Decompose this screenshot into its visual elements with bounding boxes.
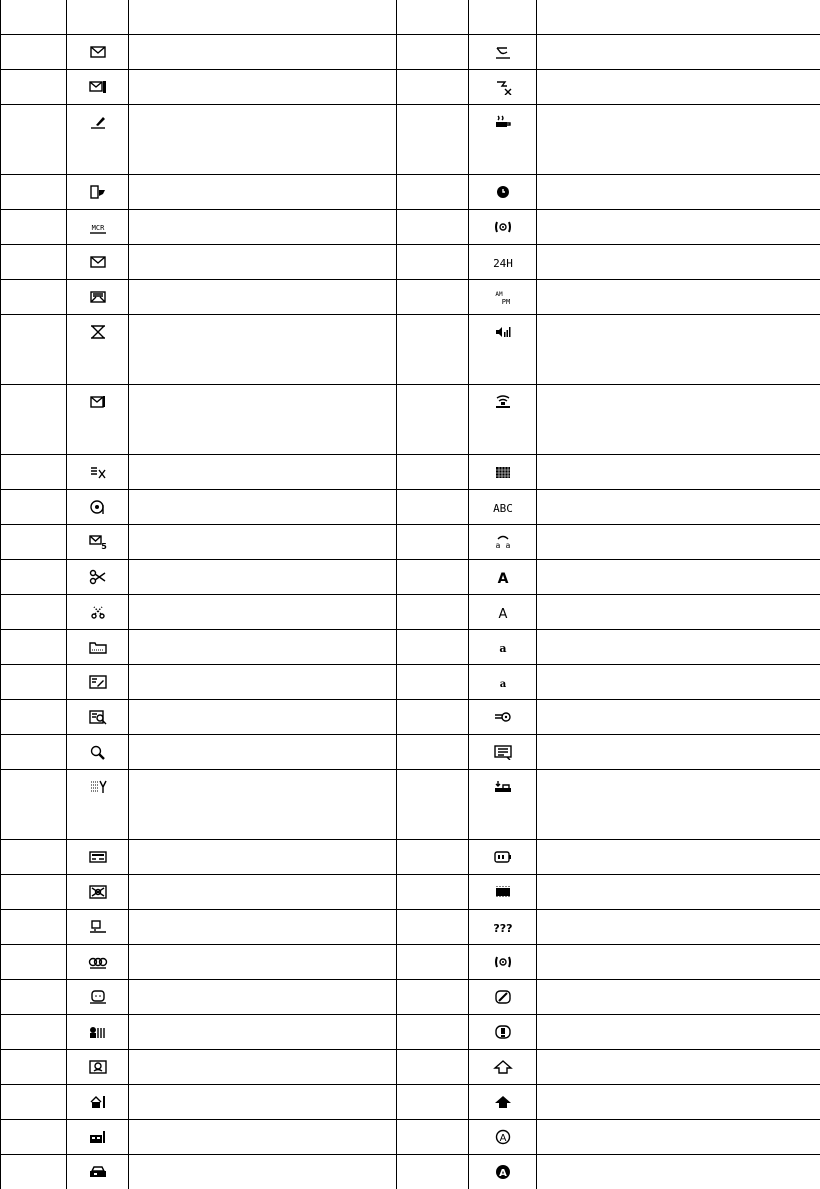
info-icon — [493, 1024, 513, 1040]
description-cell — [129, 34, 397, 69]
grid-icon — [493, 464, 513, 480]
right-icon-cell — [469, 244, 537, 279]
icon-table-body — [1, 0, 820, 1189]
table-row — [1, 629, 820, 664]
description-cell — [537, 594, 820, 629]
antenna-icon — [493, 394, 513, 410]
table-row — [1, 874, 820, 909]
svg-text:a: a — [499, 642, 506, 655]
envelope-x-icon — [88, 884, 108, 900]
right-icon-cell — [469, 559, 537, 594]
table-row — [1, 69, 820, 104]
alarm-icon — [493, 219, 513, 235]
circled-a-filled-icon — [493, 1164, 513, 1180]
index-cell — [1, 314, 67, 384]
right-icon-cell — [469, 1014, 537, 1049]
index-cell — [397, 839, 469, 874]
table-row — [1, 279, 820, 314]
letter-a-lower-bold-icon — [493, 639, 513, 655]
fax-machine-icon — [88, 1129, 108, 1145]
index-cell — [1, 734, 67, 769]
description-cell — [129, 104, 397, 174]
right-icon-cell — [469, 314, 537, 384]
envelope-icon — [88, 44, 108, 60]
index-cell — [397, 279, 469, 314]
description-cell — [537, 454, 820, 489]
index-cell — [1, 279, 67, 314]
description-cell — [537, 1154, 820, 1189]
description-cell — [537, 1014, 820, 1049]
left-icon-cell — [67, 699, 129, 734]
index-cell — [397, 524, 469, 559]
index-cell — [1, 699, 67, 734]
car-icon — [88, 1164, 108, 1180]
right-icon-cell — [469, 944, 537, 979]
unknown-icon — [493, 919, 513, 935]
description-cell — [129, 209, 397, 244]
description-cell — [537, 34, 820, 69]
disc-icon — [88, 499, 108, 515]
index-cell — [1, 594, 67, 629]
description-cell — [537, 69, 820, 104]
description-cell — [129, 314, 397, 384]
search-icon — [88, 744, 108, 760]
document-search-icon — [88, 709, 108, 725]
right-icon-cell — [469, 594, 537, 629]
index-cell — [1, 944, 67, 979]
description-cell — [129, 979, 397, 1014]
table-row — [1, 1119, 820, 1154]
index-cell — [397, 734, 469, 769]
description-cell — [537, 244, 820, 279]
mcr-icon — [88, 219, 108, 235]
person-icon — [88, 989, 108, 1005]
coffee-icon — [493, 114, 513, 130]
right-icon-cell — [469, 664, 537, 699]
portrait-icon — [88, 1059, 108, 1075]
table-row — [1, 314, 820, 384]
description-cell — [129, 664, 397, 699]
right-icon-cell — [469, 489, 537, 524]
description-cell — [129, 909, 397, 944]
no-signal-icon — [493, 79, 513, 95]
list-y-icon — [88, 779, 108, 795]
table-row — [1, 1049, 820, 1084]
right-icon-cell — [469, 279, 537, 314]
left-icon-cell — [67, 734, 129, 769]
index-cell — [397, 559, 469, 594]
line-delete-icon — [88, 464, 108, 480]
description-cell — [537, 944, 820, 979]
envelope-open-icon — [88, 289, 108, 305]
left-icon-cell — [67, 454, 129, 489]
right-icon-cell — [469, 769, 537, 839]
description-cell — [537, 769, 820, 839]
group-icon — [88, 954, 108, 970]
index-cell — [397, 979, 469, 1014]
left-icon-cell — [67, 909, 129, 944]
svg-text:MCR: MCR — [91, 224, 104, 232]
header-cell — [397, 0, 469, 34]
description-cell — [537, 629, 820, 664]
description-cell — [537, 314, 820, 384]
right-icon-cell — [469, 69, 537, 104]
right-icon-cell — [469, 874, 537, 909]
description-cell — [537, 1119, 820, 1154]
left-icon-cell — [67, 559, 129, 594]
24h-icon — [493, 254, 513, 270]
table-row — [1, 734, 820, 769]
alpha-switch-icon — [493, 534, 513, 550]
index-cell — [397, 944, 469, 979]
left-icon-cell — [67, 384, 129, 454]
left-icon-cell — [67, 1084, 129, 1119]
description-cell — [129, 1014, 397, 1049]
table-row — [1, 664, 820, 699]
table-row — [1, 209, 820, 244]
header-cell — [129, 0, 397, 34]
description-cell — [129, 944, 397, 979]
left-icon-cell — [67, 34, 129, 69]
index-cell — [397, 174, 469, 209]
description-cell — [537, 174, 820, 209]
right-icon-cell — [469, 699, 537, 734]
right-icon-cell — [469, 629, 537, 664]
left-icon-cell — [67, 979, 129, 1014]
hourglass-envelope-icon — [88, 324, 108, 340]
shift-filled-icon — [493, 1094, 513, 1110]
description-cell — [129, 699, 397, 734]
index-cell — [397, 34, 469, 69]
description-cell — [129, 839, 397, 874]
letter-a-icon — [493, 604, 513, 620]
index-cell — [1, 489, 67, 524]
left-icon-cell — [67, 244, 129, 279]
index-cell — [1, 839, 67, 874]
index-cell — [397, 664, 469, 699]
envelope-5-icon — [88, 534, 108, 550]
index-cell — [397, 594, 469, 629]
right-icon-cell — [469, 909, 537, 944]
description-cell — [537, 489, 820, 524]
svg-text:a: a — [495, 541, 500, 550]
index-cell — [1, 559, 67, 594]
index-cell — [397, 489, 469, 524]
left-icon-cell — [67, 629, 129, 664]
edit-image-icon — [88, 674, 108, 690]
left-icon-cell — [67, 174, 129, 209]
svg-text:24H: 24H — [493, 257, 513, 270]
people-icon — [88, 1024, 108, 1040]
svg-text:ABC: ABC — [493, 502, 513, 515]
table-row — [1, 174, 820, 209]
table-row — [1, 699, 820, 734]
svg-text:???: ??? — [493, 922, 512, 935]
home-phone-icon — [88, 1094, 108, 1110]
table-row — [1, 559, 820, 594]
index-cell — [1, 384, 67, 454]
header-cell — [469, 0, 537, 34]
index-cell — [1, 524, 67, 559]
description-cell — [537, 384, 820, 454]
shift-outline-icon — [493, 1059, 513, 1075]
left-icon-cell — [67, 769, 129, 839]
index-cell — [397, 699, 469, 734]
battery-icon — [493, 849, 513, 865]
description-cell — [129, 244, 397, 279]
description-cell — [129, 1154, 397, 1189]
left-icon-cell — [67, 209, 129, 244]
table-row — [1, 104, 820, 174]
description-cell — [129, 594, 397, 629]
key-icon — [493, 709, 513, 725]
right-icon-cell — [469, 1119, 537, 1154]
index-cell — [397, 769, 469, 839]
description-cell — [129, 524, 397, 559]
scissors-dotted-icon — [88, 604, 108, 620]
scissors-icon — [88, 569, 108, 585]
table-row — [1, 769, 820, 839]
description-cell — [537, 909, 820, 944]
index-cell — [1, 1119, 67, 1154]
computer-icon — [88, 919, 108, 935]
left-icon-cell — [67, 839, 129, 874]
header-cell — [537, 0, 820, 34]
index-cell — [1, 69, 67, 104]
index-cell — [1, 244, 67, 279]
left-icon-cell — [67, 594, 129, 629]
index-cell — [1, 664, 67, 699]
description-cell — [129, 454, 397, 489]
left-icon-cell — [67, 1049, 129, 1084]
index-cell — [1, 1084, 67, 1119]
svg-text:AM: AM — [495, 291, 503, 298]
description-cell — [129, 1084, 397, 1119]
index-cell — [397, 874, 469, 909]
table-row — [1, 594, 820, 629]
envelope-icon — [88, 254, 108, 270]
index-cell — [397, 314, 469, 384]
index-cell — [397, 384, 469, 454]
description-cell — [537, 279, 820, 314]
left-icon-cell — [67, 944, 129, 979]
description-cell — [129, 279, 397, 314]
description-cell — [129, 1119, 397, 1154]
svg-text:A: A — [499, 1133, 506, 1144]
svg-text:a: a — [499, 679, 506, 690]
description-cell — [537, 104, 820, 174]
description-cell — [129, 69, 397, 104]
letter-a-bold-icon — [493, 569, 513, 585]
download-icon — [493, 779, 513, 795]
description-cell — [537, 1049, 820, 1084]
table-row — [1, 1014, 820, 1049]
description-cell — [129, 559, 397, 594]
folder-icon — [88, 639, 108, 655]
description-cell — [537, 524, 820, 559]
table-row — [1, 524, 820, 559]
left-icon-cell — [67, 524, 129, 559]
index-cell — [1, 1014, 67, 1049]
right-icon-cell — [469, 384, 537, 454]
header-cell — [67, 0, 129, 34]
svg-text:5: 5 — [101, 542, 107, 550]
table-row — [1, 839, 820, 874]
table-row — [1, 489, 820, 524]
table-row — [1, 1154, 820, 1189]
right-icon-cell — [469, 209, 537, 244]
svg-text:A: A — [499, 1168, 507, 1179]
description-cell — [129, 629, 397, 664]
letter-a-lower-icon — [493, 674, 513, 690]
clock-icon — [493, 184, 513, 200]
description-cell — [129, 769, 397, 839]
header-row — [1, 0, 820, 34]
right-icon-cell — [469, 734, 537, 769]
index-cell — [397, 1119, 469, 1154]
description-cell — [537, 664, 820, 699]
left-icon-cell — [67, 489, 129, 524]
svg-text:a: a — [505, 541, 510, 550]
index-cell — [1, 1154, 67, 1189]
index-cell — [397, 1014, 469, 1049]
right-icon-cell — [469, 104, 537, 174]
description-cell — [129, 734, 397, 769]
index-cell — [1, 769, 67, 839]
table-row — [1, 244, 820, 279]
index-cell — [1, 909, 67, 944]
memory-icon — [493, 884, 513, 900]
envelope-send-icon — [88, 79, 108, 95]
index-cell — [1, 874, 67, 909]
right-icon-cell — [469, 979, 537, 1014]
right-icon-cell — [469, 34, 537, 69]
svg-text:A: A — [497, 571, 508, 585]
index-cell — [397, 209, 469, 244]
index-cell — [397, 629, 469, 664]
table-row — [1, 1084, 820, 1119]
index-cell — [397, 69, 469, 104]
index-cell — [1, 1049, 67, 1084]
description-cell — [537, 734, 820, 769]
index-cell — [1, 454, 67, 489]
right-icon-cell — [469, 1049, 537, 1084]
description-cell — [537, 874, 820, 909]
header-cell — [1, 0, 67, 34]
left-icon-cell — [67, 69, 129, 104]
index-cell — [397, 909, 469, 944]
index-cell — [397, 104, 469, 174]
index-cell — [397, 1049, 469, 1084]
left-icon-cell — [67, 279, 129, 314]
no-entry-icon — [493, 989, 513, 1005]
right-icon-cell — [469, 174, 537, 209]
index-cell — [1, 174, 67, 209]
right-icon-cell — [469, 1084, 537, 1119]
message-icon — [493, 744, 513, 760]
left-icon-cell — [67, 314, 129, 384]
table-row — [1, 34, 820, 69]
alarm-icon — [493, 954, 513, 970]
right-icon-cell — [469, 1154, 537, 1189]
index-cell — [1, 209, 67, 244]
description-cell — [537, 839, 820, 874]
svg-text:PM: PM — [501, 298, 509, 305]
description-cell — [537, 699, 820, 734]
table-row — [1, 909, 820, 944]
left-icon-cell — [67, 874, 129, 909]
table-row — [1, 384, 820, 454]
right-icon-cell — [469, 839, 537, 874]
satellite-dish-icon — [493, 44, 513, 60]
right-icon-cell — [469, 524, 537, 559]
signal-strength-icon — [493, 324, 513, 340]
abc-icon — [493, 499, 513, 515]
index-cell — [397, 244, 469, 279]
index-cell — [397, 1154, 469, 1189]
card-icon — [88, 849, 108, 865]
left-icon-cell — [67, 1014, 129, 1049]
am-pm-icon — [493, 289, 513, 305]
description-cell — [129, 384, 397, 454]
circled-a-icon — [493, 1129, 513, 1145]
description-cell — [129, 1049, 397, 1084]
description-cell — [129, 874, 397, 909]
index-cell — [397, 1084, 469, 1119]
right-icon-cell — [469, 454, 537, 489]
pen-icon — [88, 114, 108, 130]
description-cell — [537, 209, 820, 244]
left-icon-cell — [67, 104, 129, 174]
left-icon-cell — [67, 664, 129, 699]
index-cell — [1, 104, 67, 174]
description-cell — [537, 559, 820, 594]
fax-icon — [88, 184, 108, 200]
left-icon-cell — [67, 1154, 129, 1189]
description-cell — [129, 174, 397, 209]
description-cell — [537, 1084, 820, 1119]
table-row — [1, 944, 820, 979]
description-cell — [537, 979, 820, 1014]
index-cell — [397, 454, 469, 489]
svg-text:A: A — [498, 607, 507, 620]
table-row — [1, 979, 820, 1014]
index-cell — [1, 629, 67, 664]
index-cell — [1, 979, 67, 1014]
index-cell — [1, 34, 67, 69]
table-row — [1, 454, 820, 489]
left-icon-cell — [67, 1119, 129, 1154]
description-cell — [129, 489, 397, 524]
envelope-check-icon — [88, 394, 108, 410]
